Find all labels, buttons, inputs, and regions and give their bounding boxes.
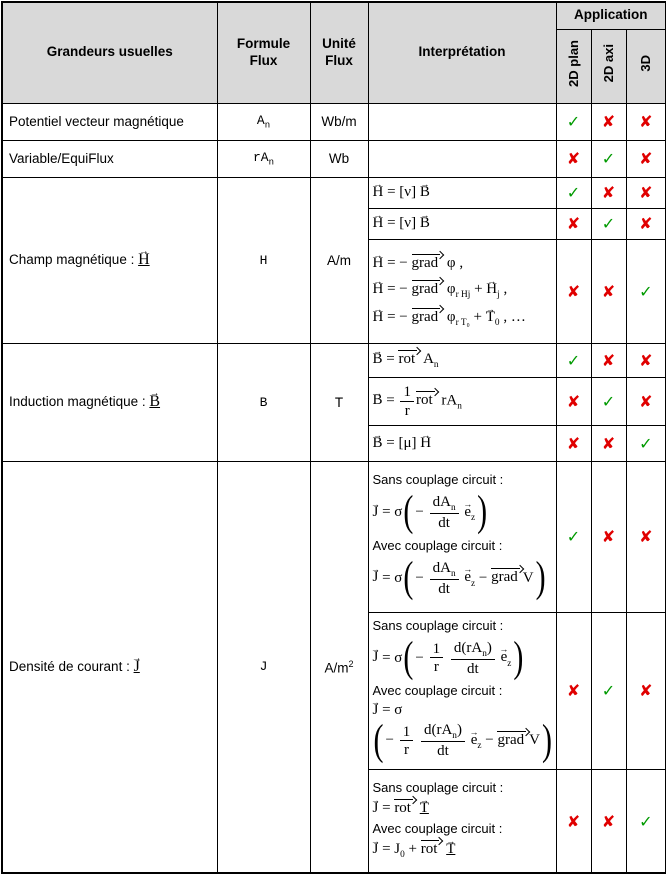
- row-induction-1: [2, 343, 666, 377]
- champ1-mark-3d: ✘: [626, 177, 666, 208]
- header-interpretation: Interprétation: [368, 2, 556, 103]
- sans-couplage-label: Sans couplage circuit :: [372, 471, 504, 487]
- vector-b: → B: [149, 393, 160, 411]
- induction-unite: T: [310, 343, 368, 461]
- header-2d-plan-label: 2D plan: [566, 40, 581, 88]
- densite-symbol: [134, 658, 140, 675]
- champ1-mark-2d-axi: ✘: [591, 177, 626, 208]
- champ-interpretation-plan: → H = [ν] → B: [368, 177, 556, 208]
- equiflux-mark-3d: ✘: [626, 140, 666, 177]
- formula-line: → H = − grad $\varphi_{r Hj}$ + → $H_j$ ,: [373, 280, 552, 300]
- induction-label-text: Induction magnétique :: [9, 394, 150, 409]
- potentiel-mark-3d: ✘: [626, 103, 666, 140]
- induction-interpretation-axi: → B = $\frac{1}{r}$ rot $rA_n$: [368, 377, 556, 425]
- densite-unite: [310, 461, 368, 873]
- densite3-mark-2d-plan: ✘: [556, 769, 591, 873]
- induction-formule: [217, 343, 310, 461]
- header-application: Application: [556, 2, 666, 29]
- row-champ-1: [2, 177, 666, 208]
- champ3-mark-3d: ✓: [626, 239, 666, 343]
- densite-formule: [217, 461, 310, 873]
- formule-symbol: J: [259, 659, 268, 675]
- champ3-mark-2d-plan: ✘: [556, 239, 591, 343]
- champ1-mark-2d-plan: ✓: [556, 177, 591, 208]
- induction2-mark-3d: ✘: [626, 377, 666, 425]
- avec-couplage-label: Avec couplage circuit :: [372, 821, 503, 837]
- row-equiflux: [2, 140, 666, 177]
- densite1-mark-2d-plan: ✓: [556, 461, 591, 612]
- densite1-mark-3d: ✘: [626, 461, 666, 612]
- densite3-mark-2d-axi: ✘: [591, 769, 626, 873]
- header-2d-axi-label: 2D axi: [601, 44, 616, 83]
- equiflux-interpretation-empty: [368, 140, 556, 177]
- equiflux-label: Variable/EquiFlux: [2, 140, 217, 177]
- equiflux-unite: Wb: [310, 140, 368, 177]
- header-formule-flux: Formule Flux: [217, 2, 310, 103]
- induction2-mark-2d-plan: ✘: [556, 377, 591, 425]
- formule-subscript: n: [268, 157, 274, 168]
- densite-label-text: Densité de courant :: [9, 658, 134, 674]
- densite2-mark-3d: ✘: [626, 612, 666, 769]
- equiflux-formule: [217, 140, 310, 177]
- unit-exponent: 2: [348, 658, 354, 669]
- grandeurs-table: [1, 1, 666, 874]
- champ-symbol: [138, 251, 150, 268]
- row-potentiel: [2, 103, 666, 140]
- formula-line: → J = σ ( − $\frac{dA_n}{dt}$ → $e_z$ − grad V ): [373, 557, 552, 600]
- champ-label: [2, 177, 217, 343]
- formula-line: → J = σ ( − $\frac{1}{r}$ $\frac{d(rA_n)}{dt}$ → $e_z$ − grad V ): [373, 702, 552, 762]
- champ2-mark-3d: ✘: [626, 208, 666, 239]
- induction-label: [2, 343, 217, 461]
- vector-j: → J: [134, 658, 140, 676]
- potentiel-interpretation-empty: [368, 103, 556, 140]
- induction1-mark-3d: ✘: [626, 343, 666, 377]
- formula-line: → H = − grad φ ,: [373, 254, 552, 272]
- equiflux-mark-2d-plan: ✘: [556, 140, 591, 177]
- formula-line: → J = σ ( − $\frac{dA_n}{dt}$ → $e_z$ ): [373, 491, 552, 534]
- potentiel-mark-2d-axi: ✘: [591, 103, 626, 140]
- formule-subscript: n: [264, 120, 271, 131]
- formule-symbol: B: [259, 394, 268, 410]
- champ-interpretation-axi: → H = [ν] → B: [368, 208, 556, 239]
- densite-label: [2, 461, 217, 873]
- induction3-mark-2d-plan: ✘: [556, 425, 591, 461]
- densite2-mark-2d-plan: ✘: [556, 612, 591, 769]
- champ-interpretation-3d: [368, 239, 556, 343]
- avec-couplage-label: Avec couplage circuit :: [372, 537, 503, 553]
- formule-symbol: H: [259, 252, 268, 268]
- formula-line: → $J = J_0$ + rot → T: [373, 840, 552, 860]
- induction1-mark-2d-axi: ✘: [591, 343, 626, 377]
- champ-label-text: Champ magnétique :: [9, 252, 139, 267]
- potentiel-label: Potentiel vecteur magnétique: [2, 103, 217, 140]
- champ3-mark-2d-axi: ✘: [591, 239, 626, 343]
- induction2-mark-2d-axi: ✓: [591, 377, 626, 425]
- densite-interpretation-plan: [368, 461, 556, 612]
- equiflux-mark-2d-axi: ✓: [591, 140, 626, 177]
- formule-symbol: rA: [252, 149, 269, 165]
- header-3d-label: 3D: [638, 55, 654, 72]
- champ2-mark-2d-axi: ✓: [591, 208, 626, 239]
- densite3-mark-3d: ✓: [626, 769, 666, 873]
- row-densite-1: [2, 461, 666, 612]
- potentiel-unite: Wb/m: [310, 103, 368, 140]
- formula-line: → J = σ ( − $\frac{1}{r}$ $\frac{d(rA_n)}{dt}$ → $e_z$ ): [373, 637, 552, 680]
- induction1-mark-2d-plan: ✓: [556, 343, 591, 377]
- header-row-1: [2, 2, 666, 29]
- champ-unite: A/m: [310, 177, 368, 343]
- densite-interpretation-axi: [368, 612, 556, 769]
- induction3-mark-3d: ✓: [626, 425, 666, 461]
- densite2-mark-2d-axi: ✓: [591, 612, 626, 769]
- header-unite-flux: Unité Flux: [310, 2, 368, 103]
- sans-couplage-label: Sans couplage circuit :: [372, 780, 504, 796]
- densite1-mark-2d-axi: ✘: [591, 461, 626, 612]
- sans-couplage-label: Sans couplage circuit :: [372, 617, 504, 633]
- champ2-mark-2d-plan: ✘: [556, 208, 591, 239]
- header-2d-plan: [556, 29, 591, 103]
- induction-symbol: [149, 393, 160, 410]
- densite-interpretation-3d: [368, 769, 556, 873]
- header-2d-axi: [591, 29, 626, 103]
- champ-formule: [217, 177, 310, 343]
- formule-symbol: A: [256, 112, 265, 128]
- formula-line: → H = − grad $\varphi_{r T_0}$ + → $T_0$ , …: [373, 308, 552, 328]
- avec-couplage-label: Avec couplage circuit :: [372, 683, 503, 699]
- header-grandeurs: Grandeurs usuelles: [2, 2, 217, 103]
- induction-interpretation-3d: → B = [μ] → H: [368, 425, 556, 461]
- vector-h: → H: [138, 251, 150, 269]
- potentiel-formule: [217, 103, 310, 140]
- induction-interpretation-plan: → B = rot $A_n$: [368, 343, 556, 377]
- formula-line: → J = rot → T: [373, 799, 552, 817]
- unit-text: A/m: [324, 660, 349, 676]
- potentiel-mark-2d-plan: ✓: [556, 103, 591, 140]
- induction3-mark-2d-axi: ✘: [591, 425, 626, 461]
- header-3d: [626, 29, 666, 103]
